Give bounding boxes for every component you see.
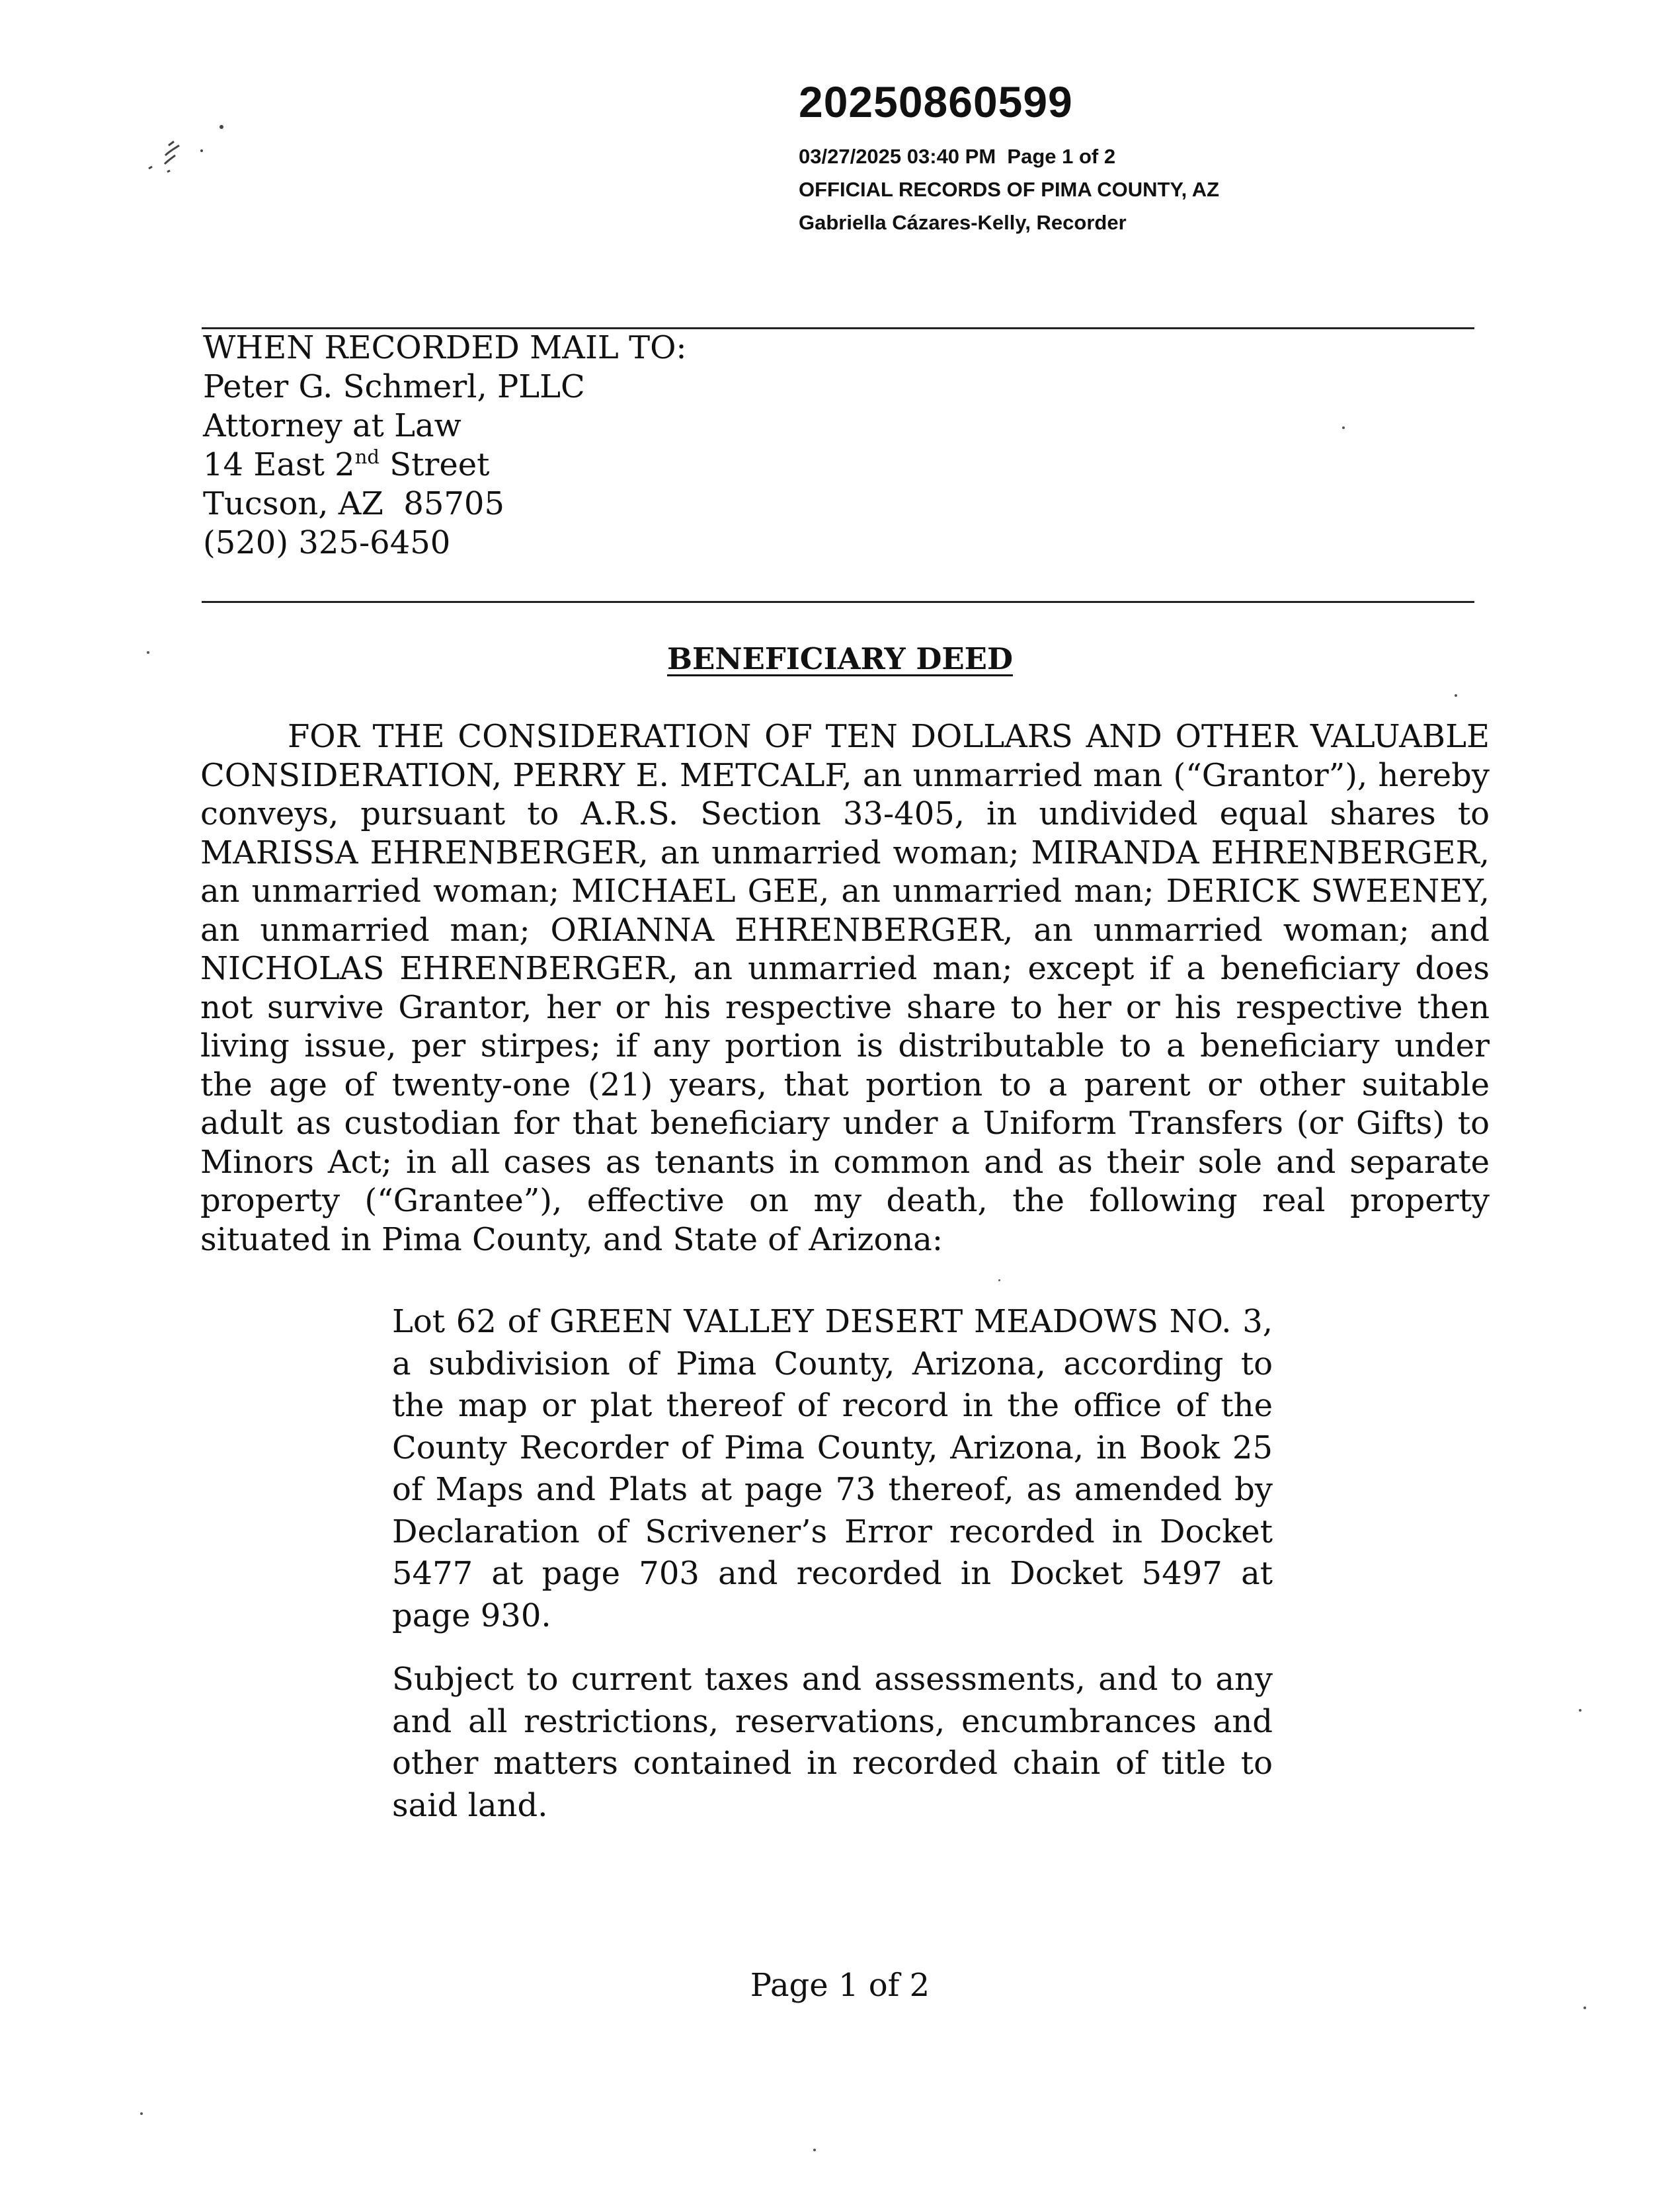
recording-stamp	[799, 73, 1219, 239]
document-number: 20250860599	[799, 77, 1073, 126]
scribble-mark-icon	[136, 119, 235, 192]
deed-title: BENEFICIARY DEED	[667, 641, 1013, 676]
mail-to-city-state-zip: Tucson, AZ 85705	[203, 485, 504, 522]
scan-speck	[1579, 1709, 1581, 1712]
scan-speck	[147, 651, 149, 654]
scan-speck	[1342, 426, 1345, 429]
mail-to-bottom-rule	[202, 601, 1474, 603]
recorder-name: Gabriella Cázares-Kelly, Recorder	[799, 211, 1127, 234]
legal-description: Lot 62 of GREEN VALLEY DESERT MEADOWS NO. 3, a subdivision of Pima County, Arizona, according to the map or plat thereof of record in the office of the County Recorder of Pima County, Arizona, in Book 25 of Maps and Plats at page 73 thereof, as amended by Declaration of Scrivener’s Error recorded in Docket 5477 at page 703 and recorded in Docket 5497 at page 930.	[392, 1303, 1273, 1634]
recording-date-time: 03/27/2025 03:40 PM	[799, 145, 996, 168]
recording-office: OFFICIAL RECORDS OF PIMA COUNTY, AZ	[799, 178, 1220, 201]
scan-speck	[1455, 694, 1457, 697]
deed-main-paragraph	[200, 717, 1490, 1259]
recording-date-line	[799, 140, 1219, 173]
scan-speck	[813, 2149, 816, 2151]
scan-speck	[140, 2112, 143, 2115]
mail-to-block	[203, 329, 687, 563]
subject-to-clause: Subject to current taxes and assessments, and to any and all restrictions, reservations, encumbrances and other matters contained in recorded chain of title to said land.	[392, 1661, 1273, 1824]
street-prefix: 14 East 2	[203, 446, 355, 483]
scan-speck	[998, 1279, 1000, 1281]
street-ordinal: nd	[354, 446, 380, 468]
mail-to-title: Attorney at Law	[203, 407, 461, 444]
deed-main-text: FOR THE CONSIDERATION OF TEN DOLLARS AND OTHER VALUABLE CONSIDERATION, PERRY E. METCALF, an unmarried man (“Grantor”), hereby conveys, pursuant to A.R.S. Section 33-405, in undivided equal shares to MARISSA EHRENBERGER, an unmarried woman; MIRANDA EHRENBERGER, an unmarried woman; MICHAEL GEE, an unmarried man; DERICK SWEENEY, an unmarried man; ORIANNA EHRENBERGER, an unmarried woman; and NICHOLAS EHRENBERGER, an unmarried man; except if a beneficiary does not survive Grantor, her or his respective share to her or his respective then living issue, per stirpes; if any portion is distributable to a beneficiary under the age of twenty-one (21) years, that portion to a parent or other suitable adult as custodian for that beneficiary under a Uniform Transfers (or Gifts) to Minors Act; in all cases as tenants in common and as their sole and separate property (“Grantee”), effective on my death, the following real property situated in Pima County, and State of Arizona:	[200, 718, 1490, 1258]
mail-to-heading: WHEN RECORDED MAIL TO:	[203, 329, 687, 366]
mail-to-street	[203, 446, 687, 485]
street-suffix: Street	[379, 446, 490, 483]
mail-to-phone: (520) 325-6450	[203, 524, 451, 561]
scan-speck	[1583, 2007, 1586, 2009]
recording-page-info: Page 1 of 2	[1007, 145, 1116, 168]
mail-to-name: Peter G. Schmerl, PLLC	[203, 368, 585, 405]
page-footer: Page 1 of 2	[750, 1967, 930, 2004]
legal-description-block	[392, 1301, 1273, 1827]
